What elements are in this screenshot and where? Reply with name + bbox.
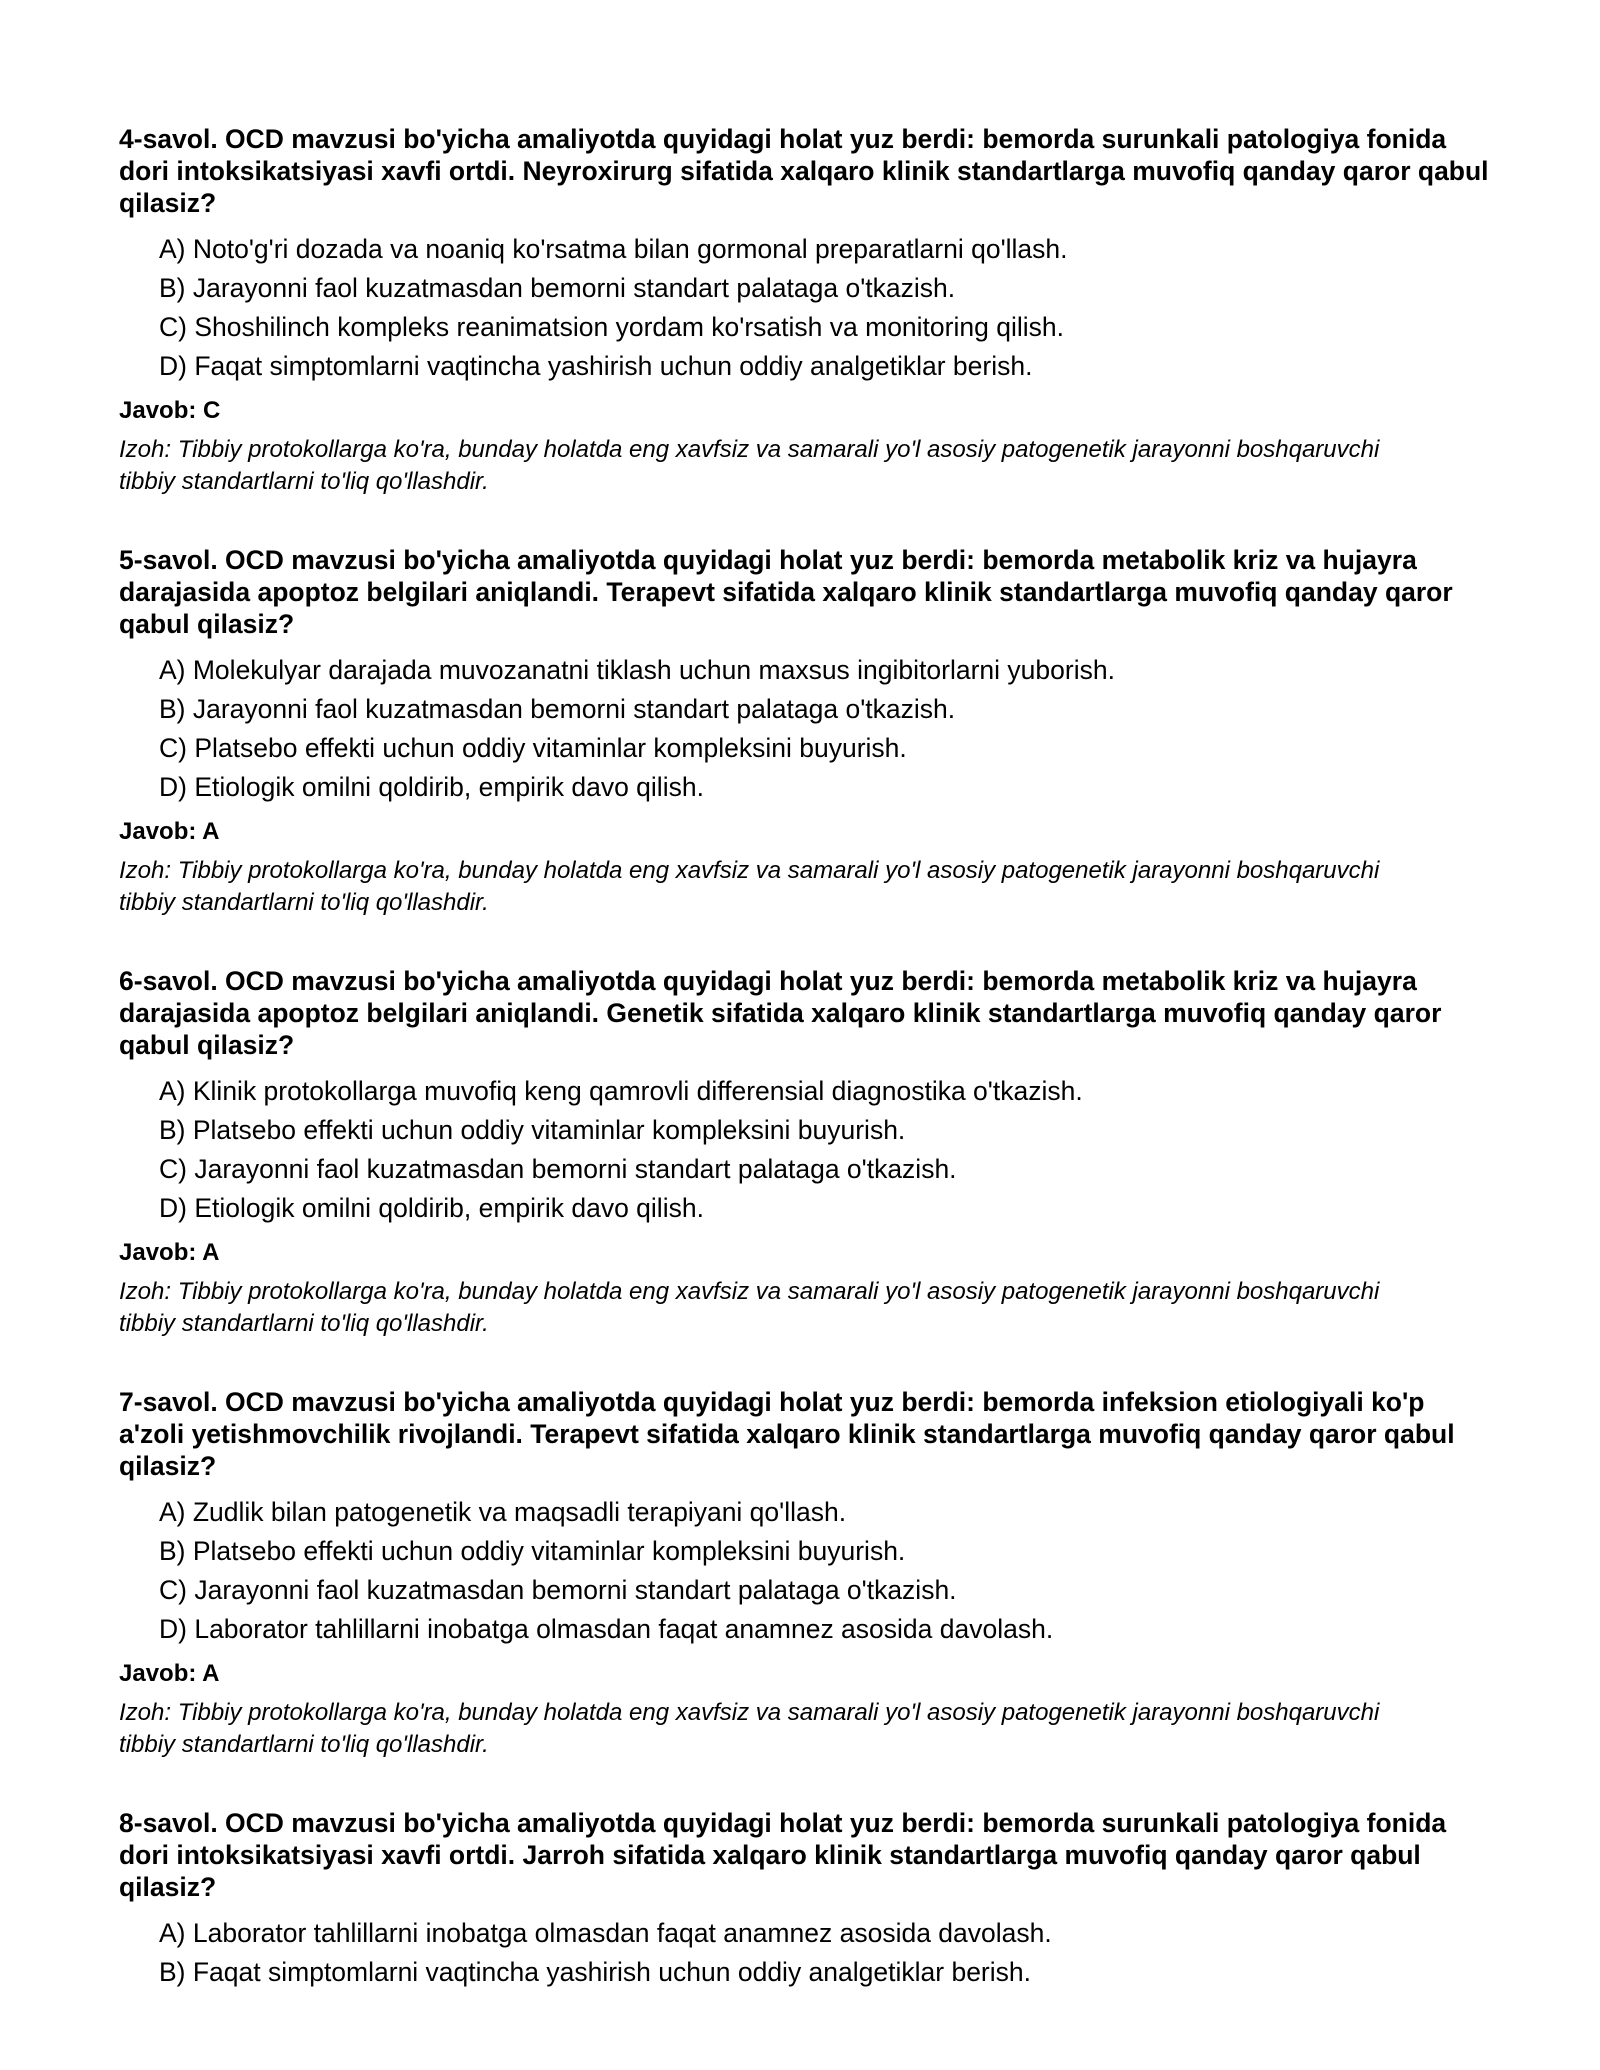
- option-d: D) Etiologik omilni qoldirib, empirik davo qilish.: [159, 1193, 704, 1223]
- question-8: [119, 1807, 1490, 1992]
- options-list: [119, 1493, 1490, 1649]
- answer: Javob: C: [119, 397, 221, 424]
- options-list: [119, 651, 1490, 807]
- question-title: 5-savol. OCD mavzusi bo'yicha amaliyotda quyidagi holat yuz berdi: bemorda metabolik kriz va hujayra darajasida apoptoz belgilari aniqlandi. Terapevt sifatida xalqaro klinik standartlarga muvofiq qanday qaror qabul qilasiz?: [119, 545, 1453, 639]
- option-b: B) Faqat simptomlarni vaqtincha yashirish uchun oddiy analgetiklar berish.: [159, 1957, 1031, 1987]
- option-b: B) Jarayonni faol kuzatmasdan bemorni standart palataga o'tkazish.: [159, 273, 956, 303]
- option-d: D) Laborator tahlillarni inobatga olmasdan faqat anamnez asosida davolash.: [159, 1614, 1054, 1644]
- options-list: [119, 1072, 1490, 1228]
- answer: Javob: A: [119, 1660, 220, 1687]
- question-7: [119, 1386, 1490, 1761]
- options-list: [119, 230, 1490, 386]
- explanation: Izoh: Tibbiy protokollarga ko'ra, bunday holatda eng xavfsiz va samarali yo'l asosiy patogenetik jarayonni boshqaruvchi tibbiy standartlarni to'liq qo'llashdir.: [119, 1278, 1380, 1337]
- question-title: 6-savol. OCD mavzusi bo'yicha amaliyotda quyidagi holat yuz berdi: bemorda metabolik kriz va hujayra darajasida apoptoz belgilari aniqlandi. Genetik sifatida xalqaro klinik standartlarga muvofiq qanday qaror qabul qilasiz?: [119, 966, 1442, 1060]
- question-title: 4-savol. OCD mavzusi bo'yicha amaliyotda quyidagi holat yuz berdi: bemorda surunkali patologiya fonida dori intoksikatsiyasi xavfi ortdi. Neyroxirurg sifatida xalqaro klinik standartlarga muvofiq qanday qaror qabul qilasiz?: [119, 124, 1489, 218]
- question-5: [119, 544, 1490, 919]
- option-a: A) Laborator tahlillarni inobatga olmasdan faqat anamnez asosida davolash.: [159, 1918, 1052, 1948]
- option-b: B) Platsebo effekti uchun oddiy vitaminlar kompleksini buyurish.: [159, 1115, 906, 1145]
- option-b: B) Jarayonni faol kuzatmasdan bemorni standart palataga o'tkazish.: [159, 694, 956, 724]
- options-list: [119, 1914, 1490, 1992]
- explanation: Izoh: Tibbiy protokollarga ko'ra, bunday holatda eng xavfsiz va samarali yo'l asosiy patogenetik jarayonni boshqaruvchi tibbiy standartlarni to'liq qo'llashdir.: [119, 1699, 1380, 1758]
- question-6: [119, 965, 1490, 1340]
- answer: Javob: A: [119, 1239, 220, 1266]
- option-c: C) Jarayonni faol kuzatmasdan bemorni standart palataga o'tkazish.: [159, 1575, 957, 1605]
- question-4: [119, 123, 1490, 498]
- option-a: A) Noto'g'ri dozada va noaniq ko'rsatma bilan gormonal preparatlarni qo'llash.: [159, 234, 1068, 264]
- answer: Javob: A: [119, 818, 220, 845]
- explanation: Izoh: Tibbiy protokollarga ko'ra, bunday holatda eng xavfsiz va samarali yo'l asosiy patogenetik jarayonni boshqaruvchi tibbiy standartlarni to'liq qo'llashdir.: [119, 857, 1380, 916]
- option-c: C) Jarayonni faol kuzatmasdan bemorni standart palataga o'tkazish.: [159, 1154, 957, 1184]
- question-title: 8-savol. OCD mavzusi bo'yicha amaliyotda quyidagi holat yuz berdi: bemorda surunkali patologiya fonida dori intoksikatsiyasi xavfi ortdi. Jarroh sifatida xalqaro klinik standartlarga muvofiq qanday qaror qabul qilasiz?: [119, 1808, 1447, 1902]
- question-title: 7-savol. OCD mavzusi bo'yicha amaliyotda quyidagi holat yuz berdi: bemorda infeksion etiologiyali ko'p a'zoli yetishmovchilik rivojlandi. Terapevt sifatida xalqaro klinik standartlarga muvofiq qanday qaror qabul qilasiz?: [119, 1387, 1455, 1481]
- option-d: D) Faqat simptomlarni vaqtincha yashirish uchun oddiy analgetiklar berish.: [159, 351, 1033, 381]
- option-a: A) Klinik protokollarga muvofiq keng qamrovli differensial diagnostika o'tkazish.: [159, 1076, 1083, 1106]
- option-a: A) Zudlik bilan patogenetik va maqsadli terapiyani qo'llash.: [159, 1497, 847, 1527]
- option-a: A) Molekulyar darajada muvozanatni tiklash uchun maxsus ingibitorlarni yuborish.: [159, 655, 1115, 685]
- option-b: B) Platsebo effekti uchun oddiy vitaminlar kompleksini buyurish.: [159, 1536, 906, 1566]
- explanation: Izoh: Tibbiy protokollarga ko'ra, bunday holatda eng xavfsiz va samarali yo'l asosiy patogenetik jarayonni boshqaruvchi tibbiy standartlarni to'liq qo'llashdir.: [119, 436, 1380, 495]
- option-d: D) Etiologik omilni qoldirib, empirik davo qilish.: [159, 772, 704, 802]
- option-c: C) Platsebo effekti uchun oddiy vitaminlar kompleksini buyurish.: [159, 733, 907, 763]
- option-c: C) Shoshilinch kompleks reanimatsion yordam ko'rsatish va monitoring qilish.: [159, 312, 1064, 342]
